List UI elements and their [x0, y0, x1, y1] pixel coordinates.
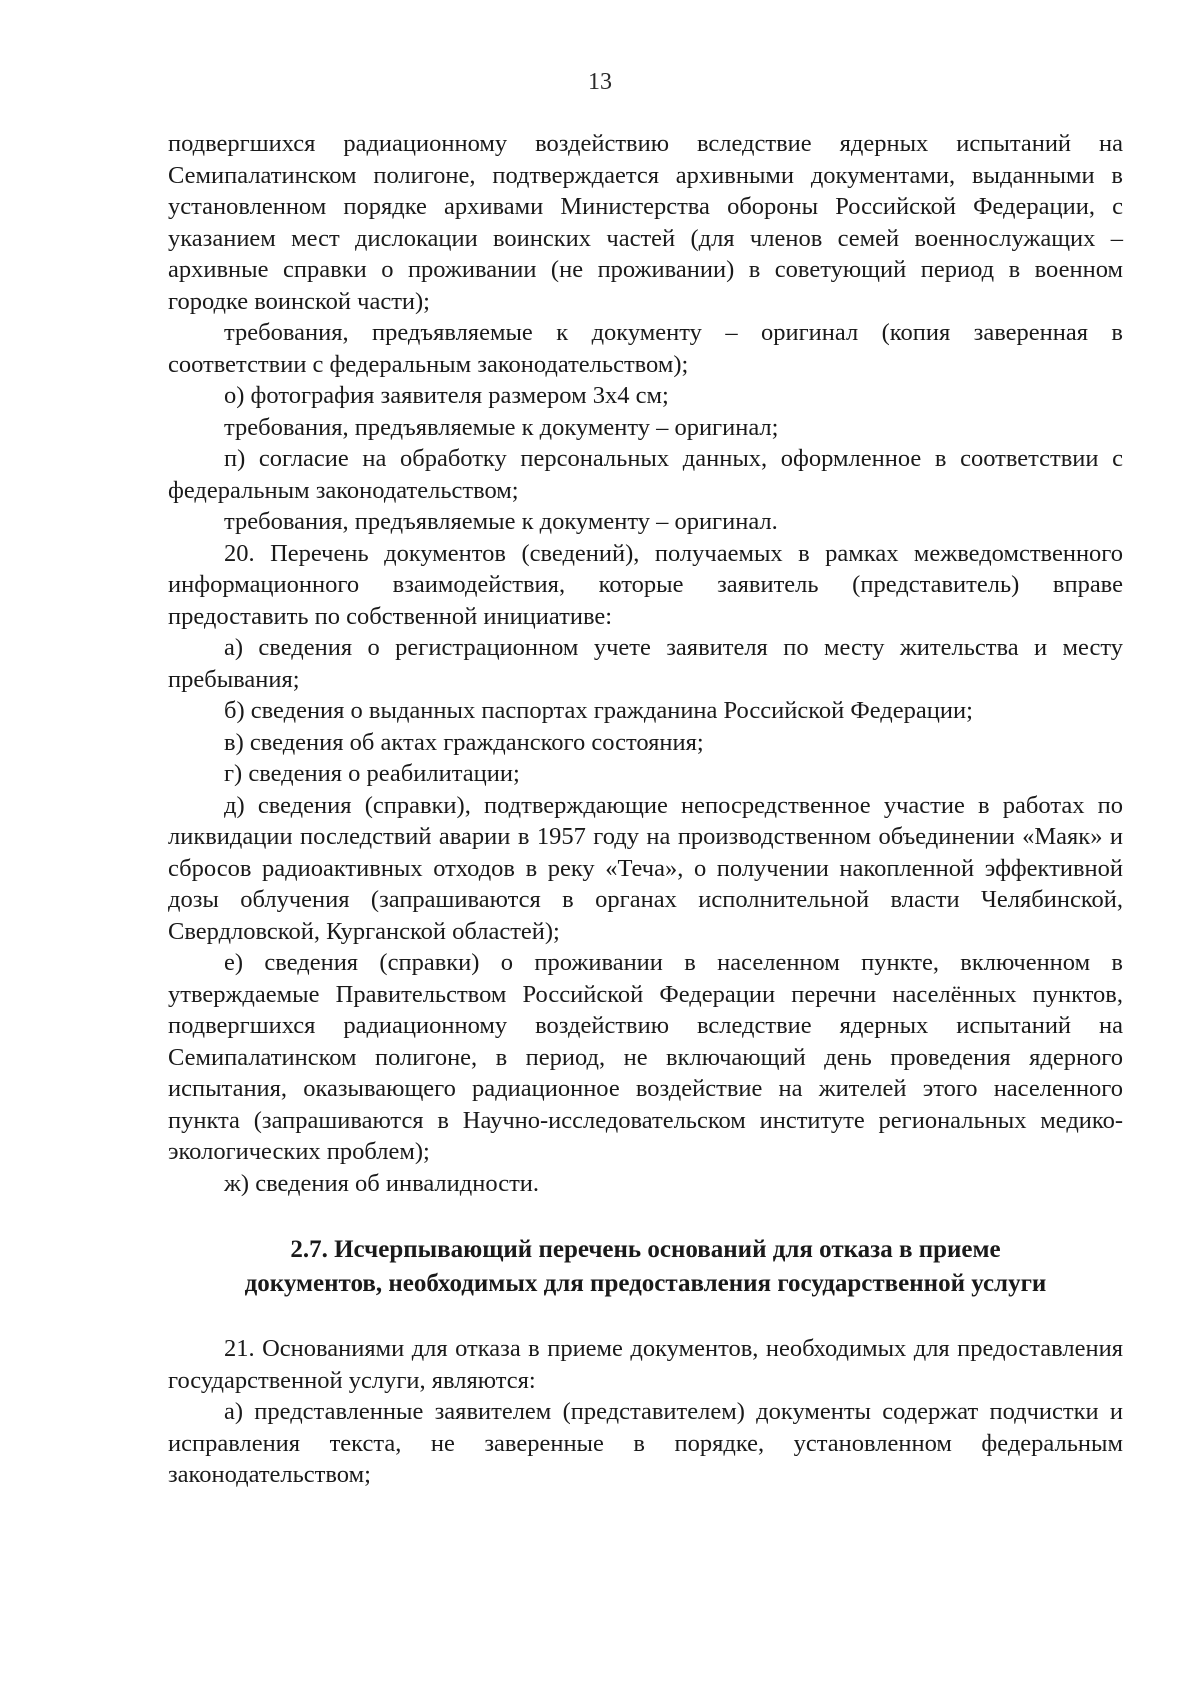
document-body	[168, 128, 1123, 1491]
list-item: д) сведения (справки), подтверждающие непосредственное участие в работах по ликвидации последствий аварии в 1957 году на производственном объединении «Маяк» и сбросов радиоактивных отходов в реку «Теча», о получении накопленной эффективной дозы облучения (запрашиваются в органах исполнительной власти Челябинской, Свердловской, Курганской областей);	[168, 791, 1123, 945]
list-item: а) представленные заявителем (представителем) документы содержат подчистки и исправления текста, не заверенные в порядке, установленном федеральным законодательством;	[168, 1398, 1123, 1488]
page-number: 13	[588, 69, 612, 95]
list-item: ж) сведения об инвалидности.	[224, 1169, 540, 1197]
list-item: о) фотография заявителя размером 3х4 см;	[224, 382, 669, 409]
list-item: б) сведения о выданных паспортах гражданина Российской Федерации;	[224, 697, 973, 724]
paragraph: подвергшихся радиационному воздействию вследствие ядерных испытаний на Семипалатинском полигоне, подтверждается архивными документами, выданными в установленном порядке архивами Министерства обороны Российской Федерации, с указанием мест дислокации воинских частей (для членов семей военнослужащих – архивные справки о проживании (не проживании) в советующий период в военном городке воинской части);	[168, 130, 1123, 315]
section-heading-line: 2.7. Исчерпывающий перечень оснований для отказа в приеме	[290, 1236, 1001, 1263]
numbered-paragraph: 20. Перечень документов (сведений), получаемых в рамках межведомственного информационного взаимодействия, которые заявитель (представитель) вправе предоставить по собственной инициативе:	[168, 539, 1123, 630]
list-item: г) сведения о реабилитации;	[224, 760, 520, 787]
paragraph: требования, предъявляемые к документу – оригинал.	[224, 508, 778, 535]
paragraph: требования, предъявляемые к документу – оригинал (копия заверенная в соответствии с федеральным законодательством);	[168, 319, 1123, 378]
list-item: е) сведения (справки) о проживании в населенном пункте, включенном в утверждаемые Правительством Российской Федерации перечни населённых пунктов, подвергшихся радиационному воздействию вследствие ядерных испытаний на Семипалатинском полигоне, в период, не включающий день проведения ядерного испытания, оказывающего радиационное воздействие на жителей этого населенного пункта (запрашиваются в Научно-исследовательском институте региональных медико-экологических проблем);	[168, 949, 1123, 1165]
numbered-paragraph: 21. Основаниями для отказа в приеме документов, необходимых для предоставления государственной услуги, являются:	[168, 1335, 1123, 1394]
paragraph: требования, предъявляемые к документу – оригинал;	[224, 413, 779, 441]
section-heading	[168, 1233, 1123, 1301]
section-heading-line: документов, необходимых для предоставления государственной услуги	[244, 1270, 1047, 1297]
list-item: в) сведения об актах гражданского состояния;	[224, 728, 704, 756]
list-item: а) сведения о регистрационном учете заявителя по месту жительства и месту пребывания;	[168, 634, 1123, 693]
list-item: п) согласие на обработку персональных данных, оформленное в соответствии с федеральным законодательством;	[168, 445, 1123, 504]
